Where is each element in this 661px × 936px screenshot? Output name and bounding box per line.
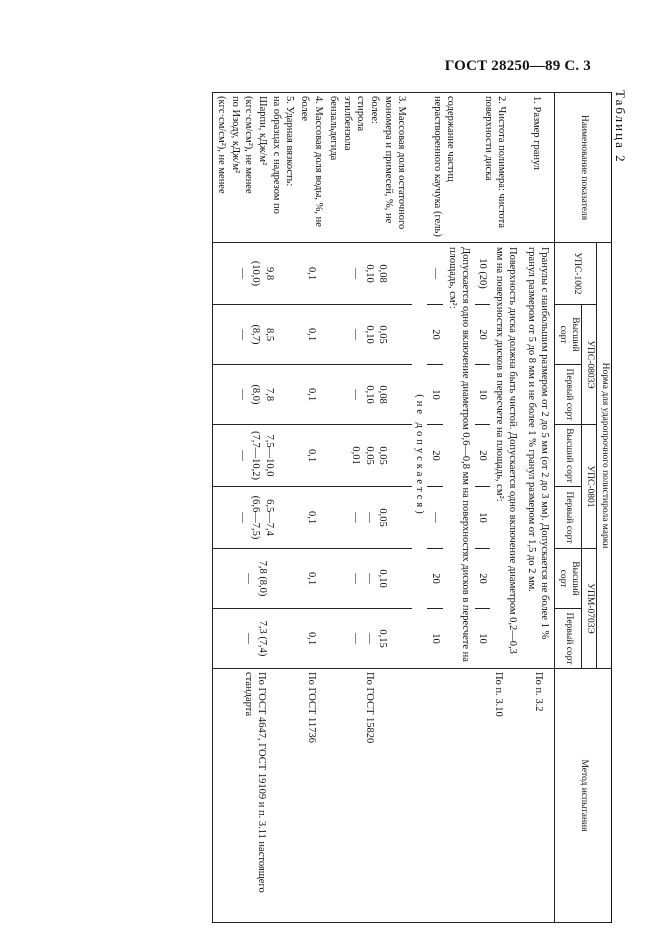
value-cell: 20 — [428, 305, 443, 365]
value: 0,10 — [363, 264, 375, 283]
row-name-styrene: стирола — [355, 96, 367, 132]
value: — — [236, 450, 248, 461]
value: 0,10 — [363, 325, 375, 344]
page-header: ГОСТ 28250—89 С. 3 — [444, 58, 591, 74]
value: 7,8 — [263, 387, 275, 402]
row-text-purity: Поверхность диска должна быть чистой. Допускается одно включение диаметром 0,2—0,3 мм на поверхностях дисков в пересчете на площадь, см²: — [490, 243, 522, 669]
value-cell: 10 — [475, 487, 490, 549]
table-row — [213, 93, 297, 923]
value: 6,5—7,4 — [263, 499, 275, 536]
header-highest-grade: Высший сорт — [555, 305, 582, 365]
value: (10,0) — [250, 260, 262, 287]
value-cell: 10 (20) — [475, 243, 490, 305]
rotated-table-container — [64, 92, 612, 922]
row-name-monomer — [326, 93, 413, 243]
properties-table — [212, 92, 612, 923]
header-grade-ups-1002: УПС-1002 — [555, 243, 597, 305]
value: 0,05 — [377, 446, 389, 465]
row-name-monomer-main: 3. Массовая доля остаточного мономера и примесей, %, не более: — [369, 96, 408, 230]
value: 0,05 — [363, 446, 375, 465]
row-method: По п. 3.10 — [475, 669, 522, 923]
value-cell — [213, 487, 297, 549]
value: — — [350, 389, 362, 400]
value: — — [236, 389, 248, 400]
row-name-gel: содержание частиц нерастворенного каучука (гель) — [412, 93, 475, 243]
row-name-benzaldehyde: бензальдегида — [328, 96, 340, 161]
header-norm: Норма для ударопрочного полистирола марки — [597, 243, 612, 669]
row-name-izod-unit: (кгс·см/см²), не менее — [216, 96, 228, 194]
row-method: По ГОСТ 11736 — [297, 669, 325, 923]
value-cell: 0,1 — [297, 365, 325, 425]
value: (7,7—10,2) — [250, 431, 262, 480]
header-method: Метод испытания — [555, 669, 612, 923]
value-cell — [326, 609, 413, 669]
row-method: По ГОСТ 15820 — [326, 669, 413, 923]
value: 8,5 — [263, 327, 275, 342]
header-grade-ups-0803e: УПС-0803Э — [582, 305, 597, 425]
value: 7,3 (7,4) — [257, 620, 268, 657]
header-highest-grade: Высший сорт — [555, 425, 582, 487]
value-cell — [213, 365, 297, 425]
not-allowed-note: (не допускается) — [412, 243, 427, 669]
value-cell — [326, 305, 413, 365]
value-cell — [326, 243, 413, 305]
header-indicator: Наименование показателя — [555, 93, 612, 243]
row-name-charpy: на образцах с надрезом по Шарпи, кДж/м² — [257, 96, 282, 214]
value-cell — [213, 243, 297, 305]
header-highest-grade: Высший сорт — [555, 549, 582, 609]
value: 0,05 — [377, 325, 389, 344]
value-cell: 20 — [475, 425, 490, 487]
table-caption: Таблица 2 — [613, 90, 628, 164]
value: (8,7) — [250, 324, 262, 345]
value-cell — [213, 609, 297, 669]
value: — — [243, 573, 255, 584]
value: 0,08 — [377, 264, 389, 283]
value: — — [363, 573, 375, 584]
value: — — [236, 512, 248, 523]
table-row — [443, 93, 475, 923]
table-row — [522, 93, 555, 923]
row-name-impact-main: 5. Ударная вязкость: — [284, 96, 296, 187]
value-cell: 20 — [475, 549, 490, 609]
value-cell: 0,1 — [297, 609, 325, 669]
value-cell — [326, 487, 413, 549]
value: — — [236, 268, 248, 279]
value: — — [350, 268, 362, 279]
row-name-impact — [213, 93, 297, 243]
value-cell: 10 — [475, 609, 490, 669]
value: (8,0) — [250, 384, 262, 405]
row-name-charpy-unit: (кгс·см/см²), не менее — [243, 96, 255, 194]
value-cell — [326, 549, 413, 609]
value-cell: 0,1 — [297, 243, 325, 305]
value: 0,10 — [377, 569, 389, 588]
row-name-purity: 2. Чистота полимера: чистота поверхности диска — [475, 93, 522, 243]
value-cell: 0,1 — [297, 487, 325, 549]
value: — — [350, 512, 362, 523]
value: — — [363, 512, 375, 523]
value: — — [350, 573, 362, 584]
row-name-ethylbenzene: этилбензола — [341, 96, 353, 151]
row-name-izod: по Изоду, кДж/м² — [229, 96, 241, 174]
header-grade-ups-0801: УПС-0801 — [582, 425, 597, 549]
value: 7,8 (8,0) — [257, 560, 268, 597]
value: 0,05 — [377, 508, 389, 527]
value-cell: 20 — [428, 425, 443, 487]
value-cell: — — [428, 487, 443, 549]
value-cell: 10 — [475, 365, 490, 425]
row-text-granule-size: Гранулы с наибольшим размером от 2 до 5 мм (от 2 до 3 мм). Допускается не более 1 % гранул размером от 5 до 8 мм и не более 1 % гранул размером от 1,5 до 2 мм. — [522, 243, 555, 669]
value-cell: 0,1 — [297, 549, 325, 609]
value-cell: 20 — [428, 549, 443, 609]
value-cell — [213, 305, 297, 365]
header-grade-upm-0703e: УПМ-0703Э — [582, 549, 597, 669]
value-cell: — — [428, 243, 443, 305]
value-cell — [326, 425, 413, 487]
header-first-grade: Первый сорт — [555, 609, 582, 669]
value: 0,15 — [377, 629, 389, 648]
row-text-gel: Допускается одно включение диаметром 0,6—0,8 мм на поверхностях дисков в пересчете на площадь, см²: — [443, 243, 475, 669]
value: 0,10 — [363, 385, 375, 404]
table-row — [490, 93, 522, 923]
value: — — [350, 633, 362, 644]
value-cell: 20 — [475, 305, 490, 365]
row-name-water: 4. Массовая доля воды, %, не более — [297, 93, 325, 243]
value: 0,08 — [377, 385, 389, 404]
value: (6,6—7,5) — [250, 495, 262, 540]
value: 0,01 — [350, 446, 362, 465]
value-cell — [213, 425, 297, 487]
value-cell: 0,1 — [297, 305, 325, 365]
row-method: По ГОСТ 4647, ГОСТ 19109 и п. 3.11 настоящего стандарта — [213, 669, 297, 923]
value: 9,8 — [263, 266, 275, 281]
header-first-grade: Первый сорт — [555, 487, 582, 549]
value: — — [363, 633, 375, 644]
header-first-grade: Первый сорт — [555, 365, 582, 425]
value-cell: 0,1 — [297, 425, 325, 487]
value-cell: 10 — [428, 365, 443, 425]
value-cell — [213, 549, 297, 609]
value: — — [243, 633, 255, 644]
table-row — [297, 93, 325, 923]
row-method: По п. 3.2 — [522, 669, 555, 923]
row-name-granule-size: 1. Размер гранул — [522, 93, 555, 243]
value: — — [236, 329, 248, 340]
value: — — [350, 329, 362, 340]
value-cell — [326, 365, 413, 425]
row-method-empty — [412, 669, 475, 923]
value-cell: 10 — [428, 609, 443, 669]
value: 7,5—10,0 — [263, 434, 275, 477]
table-row — [326, 93, 413, 923]
